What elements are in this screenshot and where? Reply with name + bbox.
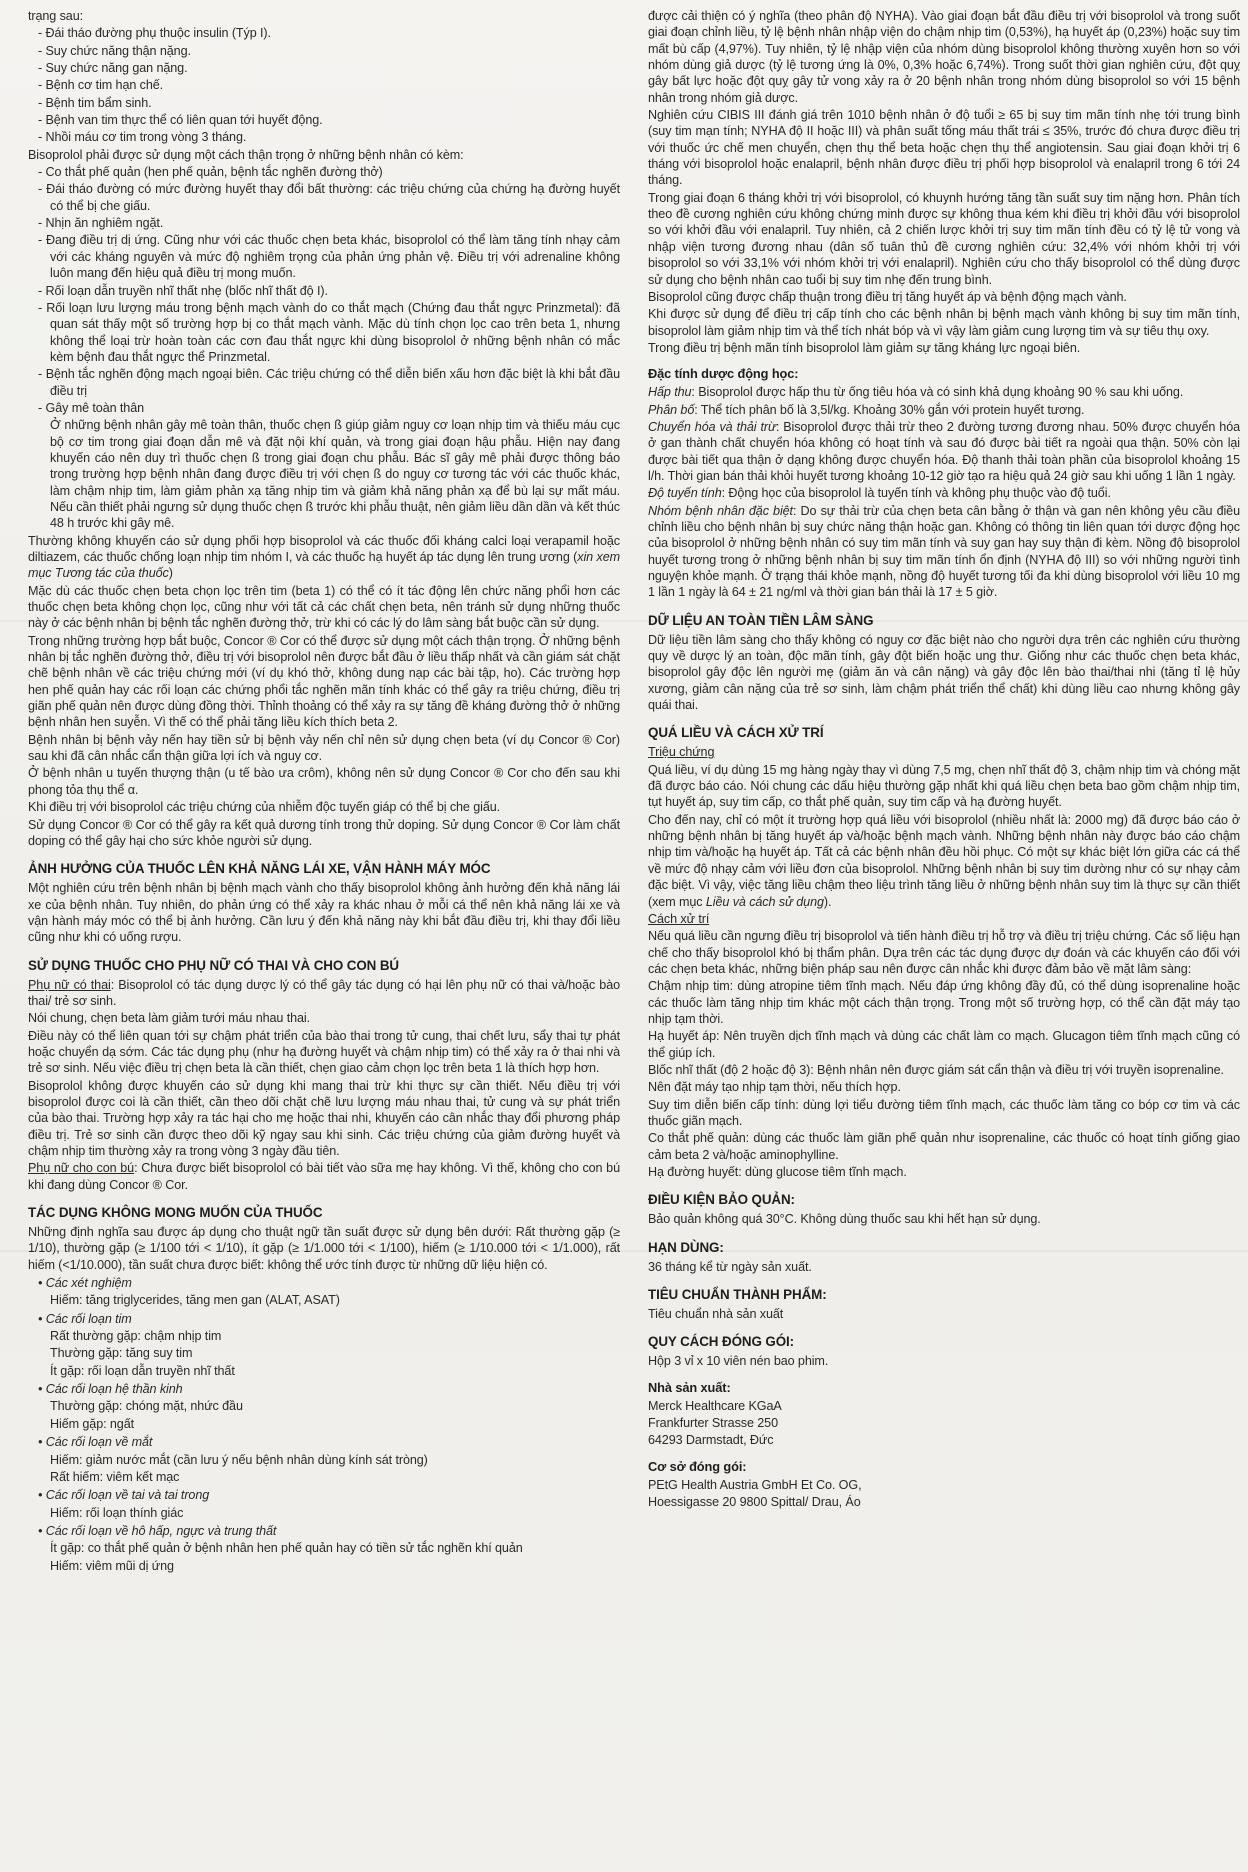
address-line: Merck Healthcare KGaA bbox=[648, 1398, 782, 1413]
paragraph: Khi được sử dụng để điều trị cấp tính cho các bệnh nhân bị bệnh mạch vành không bị suy tim mãn tính, bisoprolol làm giảm nhịp tim và thể tích nhát bóp và vì vậy làm giảm cung lượng tim và sự tiêu thụ oxy. bbox=[648, 307, 1240, 338]
address-line: PEtG Health Austria GmbH Et Co. OG, bbox=[648, 1477, 862, 1492]
left-column bbox=[28, 8, 620, 1864]
contraindication-item: - Đái tháo đường phụ thuộc insulin (Týp I). bbox=[28, 25, 620, 41]
paragraph: Bisoprolol cũng được chấp thuận trong điều trị tăng huyết áp và bệnh động mạch vành. bbox=[648, 289, 1127, 304]
paragraph: Sử dụng Concor ® Cor có thể gây ra kết quả dương tính trong thử doping. Sử dụng Concor ® Cor làm chất doping có thể gây hại cho sức khỏe người sử dụng. bbox=[28, 817, 620, 848]
paragraph: Thường không khuyến cáo sử dụng phối hợp bisoprolol và các thuốc đối kháng calci loại verapamil hoặc diltiazem, các thuốc chống loạn nhịp tim nhóm I, và các thuốc hạ huyết áp tác dụng lên trung ương (xin xem mục Tương tác của thuốc) bbox=[28, 533, 620, 581]
paragraph: Trong điều trị bệnh mãn tính bisoprolol làm giảm sự tăng kháng lực ngoại biên. bbox=[648, 340, 1081, 355]
paragraph: Hạ đường huyết: dùng glucose tiêm tĩnh mạch. bbox=[648, 1165, 907, 1179]
pk-paragraph: Nhóm bệnh nhân đặc biệt: Do sự thải trừ của chẹn beta cân bằng ở thận và gan nên không yêu cầu điều chỉnh liều cho bệnh nhân bị suy chức năng thận hoặc gan. Không có thông tin liên quan tới dược động học của bisoprolol ở những bệnh nhân có suy tim mãn tính và suy gan hay suy thận đi kèm. Nồng độ bisoprolol huyết tương trong ở những bệnh nhân bị suy tim mãn tính ổn định (NYHA độ III) so với những người tình nguyện khỏe mạnh. Ở trạng thái khỏe mạnh, nồng độ huyết tương tối đa khi dùng bisoprolol với liều 10 mg 1 lần 1 ngày là 64 ± 21 ng/ml và thời gian bán thải là 17 ± 5 giờ. bbox=[648, 503, 1240, 600]
paragraph: Mặc dù các thuốc chẹn beta chọn lọc trên tim (beta 1) có thể có ít tác động lên chức năng phổi hơn các thuốc chẹn beta không chọn lọc, cũng như với tất cả các chất chẹn beta, nên tránh sử dụng những thuốc này ở các bệnh nhân bị bệnh tắc nghẽn đường thở, trừ khi có các lý do lâm sàng bắt buộc cần sử dụng. bbox=[28, 583, 620, 631]
precaution-item: - Đái tháo đường có mức đường huyết thay đổi bất thường: các triệu chứng của chứng hạ đường huyết có thể bị che giấu. bbox=[28, 181, 620, 214]
ae-item: Hiếm: giảm nước mắt (cần lưu ý nếu bệnh nhân dùng kính sát tròng) bbox=[50, 1452, 428, 1467]
pk-paragraph: Chuyển hóa và thải trừ: Bisoprolol được thải trừ theo 2 đường tương đương nhau. 50% được chuyển hóa ở gan thành chất chuyển hóa không có hoạt tính và sau đó được bài tiết ra ngoài qua thận. 50% còn lại được bài tiết qua thận ở dạng không được chuyển hóa. Độ thanh thải toàn phần của bisoprolol khoảng 15 l/h. Thời gian bán thải khỏi huyết tương khoảng 10-12 giờ tạo ra hiệu quả 24 giờ sau khi uống 1 lần 1 ngày. bbox=[648, 419, 1240, 483]
paragraph: Nên đặt máy tạo nhịp tạm thời, nếu thích hợp. bbox=[648, 1080, 901, 1095]
paragraph: Ở những bệnh nhân gây mê toàn thân, thuốc chẹn ß giúp giảm nguy cơ loạn nhịp tim và thiếu máu cục bộ cơ tim trong giai đoạn dẫn mê và đặt nội khí quản, và trong giai đoạn hậu phẫu. Hiện nay đang khuyến cáo nên duy trì thuốc chẹn ß trong giai đoạn chu phẫu. Bác sĩ gây mê phải được thông báo trong trường hợp bệnh nhân đang được điều trị với chẹn ß do nguy cơ tương tác với các thuốc khác, làm chậm nhịp tim, làm giảm phản xạ tăng nhịp tim và giảm khả năng phản xạ để bù lại sự mất máu. Nếu cần thiết phải ngưng sử dụng thuốc chẹn ß trước khi phẫu thuật, nên giảm liều dần dần và kết thúc 48 h trước khi gây mê. bbox=[50, 418, 620, 531]
section-heading-packager: Cơ sở đóng gói: bbox=[648, 1458, 747, 1474]
cross-reference: xin xem mục Tương tác của thuốc bbox=[28, 550, 620, 581]
paragraph: Bảo quản không quá 30°C. Không dùng thuốc sau khi hết hạn sử dụng. bbox=[648, 1212, 1041, 1227]
subheading-breastfeeding: Phụ nữ cho con bú bbox=[28, 1161, 135, 1176]
ae-category: • Các rối loạn hệ thần kinh bbox=[28, 1381, 620, 1397]
address-line: 64293 Darmstadt, Đức bbox=[648, 1433, 774, 1448]
ae-category: • Các rối loạn về tai và tai trong bbox=[28, 1487, 620, 1503]
paragraph: Nói chung, chẹn beta làm giảm tưới máu nhau thai. bbox=[28, 1011, 311, 1026]
section-heading-standard: TIÊU CHUẨN THÀNH PHẨM: bbox=[648, 1287, 827, 1303]
ae-item: Hiếm gặp: ngất bbox=[50, 1416, 135, 1431]
paragraph: Chậm nhịp tim: dùng atropine tiêm tĩnh mạch. Nếu đáp ứng không đầy đủ, có thể dùng isoprenaline hoặc các thuốc làm tăng nhịp tim khác một cách thận trọng. Trong một số trường hợp, có thể cần đặt máy tạo nhịp tạm thời. bbox=[648, 979, 1240, 1026]
paragraph: Một nghiên cứu trên bệnh nhân bị bệnh mạch vành cho thấy bisoprolol không ảnh hưởng đến khả năng lái xe của bệnh nhân. Tuy nhiên, do phản ứng có thể xảy ra khác nhau ở mỗi cá thể nên khả năng lái xe và vận hành máy móc có thể bị ảnh hưởng. Cần lưu ý đến khả năng này khi bắt đầu điều trị, khi thay đổi liều cũng như khi có uống rượu. bbox=[28, 881, 620, 945]
paragraph: Hộp 3 vỉ x 10 viên nén bao phim. bbox=[648, 1354, 829, 1369]
pk-paragraph: Hấp thu: Bisoprolol được hấp thu từ ống tiêu hóa và có sinh khả dụng khoảng 90 % sau khi uống. bbox=[648, 385, 1184, 400]
precaution-item: - Gây mê toàn thân bbox=[28, 400, 620, 416]
paragraph: Nghiên cứu CIBIS III đánh giá trên 1010 bệnh nhân ở độ tuổi ≥ 65 bị suy tim mãn tính nhẹ tới trung bình (suy tim mạn tính; NYHA độ II hoặc III) và phân suất tống máu thất trái ≤ 35%, trước đó chưa được điều trị với thuốc ức chế men chuyển, chẹn thụ thể beta hoặc chẹn thụ thể angiotensin. Sau giai đoạn khởi trị 6 tháng với bisoprolol hoặc enalapril, bệnh nhân được điều trị phối hợp bisoprolol và enalapril trong 6 tới 24 tháng. bbox=[648, 108, 1240, 188]
paragraph: Trong những trường hợp bắt buộc, Concor ® Cor có thể được sử dụng một cách thận trọng. Ở những bệnh nhân bị tắc nghẽn đường thở, điều trị với bisoprolol nên được bắt đầu ở liều thấp nhất và cần giám sát chặt chẽ bệnh nhân về các triệu chứng mới (ví dụ khó thở, không dung nạp các bài tập, ho). Các trường hợp hen phế quản hay các rối loạn các chứng phổi tắc nghẽn mãn tính khác có thể gây ra triệu chứng, điều trị giãn phế quản nên được dùng đồng thời. Thỉnh thoảng có thể xảy ra sự tăng đề kháng đường thở ở những bệnh nhân hen suyễn. Vì thế có thể phải tăng liều kích thích beta 2. bbox=[28, 633, 620, 730]
contraindication-item: - Nhồi máu cơ tim trong vòng 3 tháng. bbox=[28, 129, 620, 145]
paragraph: trạng sau: bbox=[28, 9, 84, 23]
precaution-item: - Rối loạn lưu lượng máu trong bệnh mạch vành do co thắt mạch (Chứng đau thắt ngực Prinzmetal): đã quan sát thấy một số trường hợp bị co thắt mạch vành. Mặc dù tính chọn lọc cao trên beta 1, nhưng không thể loại trừ hoàn toàn các cơn đau thắt ngực khi dùng bisoprolol ở những bệnh nhân có mắc kèm bệnh đau thắt ngực thể Prinzmetal. bbox=[28, 300, 620, 365]
paragraph: Bệnh nhân bị bệnh vảy nến hay tiền sử bị bệnh vảy nến chỉ nên sử dụng chẹn beta (ví dụ Concor ® Cor) sau khi đã cân nhắc cẩn thận giữa lợi ích và nguy cơ. bbox=[28, 732, 620, 764]
subheading-symptoms: Triệu chứng bbox=[648, 745, 715, 760]
paragraph: Bisoprolol phải được sử dụng một cách thận trọng ở những bệnh nhân có kèm: bbox=[28, 147, 464, 162]
ae-item: Hiếm: tăng triglycerides, tăng men gan (ALAT, ASAT) bbox=[50, 1293, 340, 1308]
section-heading-adverse-effects: TÁC DỤNG KHÔNG MONG MUỐN CỦA THUỐC bbox=[28, 1205, 323, 1221]
ae-item: Ít gặp: co thắt phế quản ở bệnh nhân hen phế quản hay có tiền sử tắc nghẽn khí quản bbox=[50, 1541, 523, 1556]
paragraph: Điều này có thể liên quan tới sự chậm phát triển của bào thai trong tử cung, thai chết lưu, sẩy thai tự phát hoặc chuyển dạ sớm. Các tác dụng phụ (như hạ đường huyết và chậm nhịp tim) có thể xảy ra ở thai nhi và trẻ sơ sinh. Nếu việc điều trị chẹn beta là cần thiết, chẹn giao cảm chọn lọc trên beta 1 là thích hợp hơn. bbox=[28, 1028, 620, 1076]
ae-item: Rất thường gặp: chậm nhịp tim bbox=[50, 1329, 222, 1344]
paragraph: Nếu quá liều cần ngưng điều trị bisoprolol và tiến hành điều trị hỗ trợ và điều trị triệu chứng. Các số liệu hạn chế cho thấy bisoprolol khó bị thẩm phân. Dựa trên các tác dụng được dự đoán và các khuyến cáo đối với các chẹn beta khác, những biện pháp sau nên được cân nhắc khi được đảm bảo về mặt lâm sàng: bbox=[648, 929, 1240, 976]
precaution-item: - Bệnh tắc nghẽn động mạch ngoại biên. Các triệu chứng có thể diễn biến xấu hơn đặc biệt là khi bắt đầu điều trị bbox=[28, 366, 620, 399]
contraindication-item: - Bệnh tim bẩm sinh. bbox=[28, 95, 620, 111]
contraindication-item: - Suy chức năng thận nặng. bbox=[28, 43, 620, 59]
pk-term: Nhóm bệnh nhân đặc biệt bbox=[648, 503, 793, 518]
contraindication-item: - Suy chức năng gan nặng. bbox=[28, 60, 620, 76]
section-heading-driving: ẢNH HƯỞNG CỦA THUỐC LÊN KHẢ NĂNG LÁI XE, VẬN HÀNH MÁY MÓC bbox=[28, 861, 491, 877]
ae-item: Hiếm: rối loạn thính giác bbox=[50, 1505, 184, 1520]
paragraph: được cải thiện có ý nghĩa (theo phân độ NYHA). Vào giai đoạn bắt đầu điều trị với bisoprolol và trong suốt giai đoạn chỉnh liều, tỷ lệ bệnh nhân nhập viện do chậm nhịp tim (0,53%), hạ huyết áp (0,23%) hoặc suy tim mất bù cấp (4,97%). Tuy nhiên, tỷ lệ nhập viện của nhóm dùng bisoprolol không thường xuyên hơn so với nhóm dùng giả dược (tỷ lệ tương ứng là 0%, 0,3% hoặc 6,74%). Trong suốt thời gian nghiên cứu, đột quỵ gây bất lực hoặc đột quỵ gây tử vong xảy ra ở 20 bệnh nhân trong nhóm dùng bisoprolol so với 15 bệnh nhân trong nhóm giả dược. bbox=[648, 9, 1240, 105]
address-line: Frankfurter Strasse 250 bbox=[648, 1416, 778, 1431]
paragraph: Phụ nữ cho con bú: Chưa được biết bisoprolol có bài tiết vào sữa mẹ hay không. Vì thế, không cho con bú khi đang dùng Concor ® Cor. bbox=[28, 1161, 620, 1192]
ae-item: Ít gặp: rối loạn dẫn truyền nhĩ thất bbox=[50, 1363, 235, 1378]
cross-reference: Liều và cách sử dụng bbox=[705, 894, 824, 909]
paragraph: Quá liều, ví dụ dùng 15 mg hàng ngày thay vì dùng 7,5 mg, chẹn nhĩ thất độ 3, chậm nhịp tim và chóng mặt đã được báo cáo. Nói chung các dấu hiệu thường gặp nhất khi quá liều chẹn beta bao gồm chậm nhịp tim, tụt huyết áp, suy tim cấp, co thắt phế quản, suy tim cấp và hạ đường huyết. bbox=[648, 762, 1240, 810]
paragraph: Những định nghĩa sau được áp dụng cho thuật ngữ tần suất được sử dụng bên dưới: Rất thường gặp (≥ 1/10), thường gặp (≥ 1/100 tới < 1/10), ít gặp (≥ 1/1.000 tới < 1/100), hiếm (≥ 1/10.000 tới < 1/1.000), rất hiếm (<1/10.000), tần suất chưa được biết: không thể ước tính được từ những dữ liệu hiện có. bbox=[28, 1225, 620, 1272]
section-heading-pharmacokinetics: Đặc tính dược động học: bbox=[648, 366, 799, 382]
ae-item: Thường gặp: tăng suy tim bbox=[50, 1346, 193, 1361]
pk-paragraph: Phân bố: Thể tích phân bố là 3,5l/kg. Khoảng 30% gắn với protein huyết tương. bbox=[648, 402, 1085, 417]
pk-term: Hấp thu bbox=[648, 385, 692, 400]
paragraph: Tiêu chuẩn nhà sản xuất bbox=[648, 1307, 784, 1322]
address-line: Hoessigasse 20 9800 Spittal/ Drau, Áo bbox=[648, 1495, 861, 1510]
paragraph: Khi điều trị với bisoprolol các triệu chứng của nhiễm độc tuyến giáp có thể bị che giấu. bbox=[28, 800, 501, 815]
contraindication-item: - Bệnh van tim thực thể có liên quan tới huyết động. bbox=[28, 112, 620, 128]
pk-term: Độ tuyến tính bbox=[648, 486, 722, 501]
section-heading-shelf-life: HẠN DÙNG: bbox=[648, 1239, 724, 1255]
ae-item: Rất hiếm: viêm kết mạc bbox=[50, 1469, 180, 1484]
paragraph: Phụ nữ có thai: Bisoprolol có tác dụng dược lý có thể gây tác dụng có hại lên phụ nữ có thai và/hoặc bào thai/ trẻ sơ sinh. bbox=[28, 977, 620, 1008]
pk-term: Phân bố bbox=[648, 402, 695, 417]
paragraph: Co thắt phế quản: dùng các thuốc làm giãn phế quản như isoprenaline, các thuốc có hoạt tính giống giao cảm beta 2 và/hoặc aminophylline. bbox=[648, 1131, 1240, 1162]
section-heading-overdose: QUÁ LIỀU VÀ CÁCH XỬ TRÍ bbox=[648, 725, 824, 741]
subheading-pregnant: Phụ nữ có thai bbox=[28, 977, 111, 992]
ae-category: • Các rối loạn về hô hấp, ngực và trung thất bbox=[28, 1523, 620, 1539]
ae-category: • Các rối loạn tim bbox=[28, 1311, 620, 1327]
paragraph: Dữ liệu tiền lâm sàng cho thấy không có nguy cơ đặc biệt nào cho người dựa trên các nghiên cứu thường quy về dược lý an toàn, độc mãn tính, gây đột biến hoặc ung thư. Giống như các thuốc chẹn beta khác, bisoprolol gây độc lên người mẹ (giảm ăn và cân nặng) và gây độc lên bào thai/thai nhi (tăng tỉ lệ hủy xương, giảm cân nặng của trẻ sơ sinh, làm chậm phát triển thể chất) khi dùng liều cao nhưng không gây quái thai. bbox=[648, 632, 1240, 713]
ae-item: Thường gặp: chóng mặt, nhức đầu bbox=[50, 1399, 243, 1414]
paragraph: Cho đến nay, chỉ có một ít trường hợp quá liều với bisoprolol (nhiều nhất là: 2000 mg) đã được báo cáo ở những bệnh nhân bị tăng huyết áp và/hoặc bệnh mạch vành. Những bệnh nhân này được báo cáo chậm nhịp tim và/hoặc hạ huyết áp. Tất cả các bệnh nhân đều hồi phục. Có một sự khác biệt lớn giữa các cá thể về mức độ nhạy cảm với liều đơn của bisoprolol. Những bệnh nhân bị suy tim dường như có sự nhạy cảm đặc biệt. Vì vậy, việc tăng liều chậm theo liệu trình tăng liều ở những bệnh nhân suy tim là thực sự cần thiết (xem mục Liều và cách sử dụng). bbox=[648, 812, 1240, 909]
precaution-item: - Nhịn ăn nghiêm ngặt. bbox=[28, 215, 620, 231]
paragraph: Bisoprolol không được khuyến cáo sử dụng khi mang thai trừ khi thực sự cần thiết. Nếu điều trị với bisoprolol được coi là cần thiết, cần theo dõi chặt chẽ lưu lượng máu nhau thai, tử cung và sự phát triển của bào thai. Trường hợp xảy ra tác hại cho mẹ hoặc thai nhi, khuyến cáo cân nhắc thay đổi phương pháp điều trị. Trẻ sơ sinh cần được theo dõi kỹ ngay sau khi sinh. Các triệu chứng của giảm đường huyết và chậm nhịp tim thường xảy ra trong vòng 3 ngày đầu tiên. bbox=[28, 1078, 620, 1158]
contraindication-item: - Bệnh cơ tim hạn chế. bbox=[28, 77, 620, 93]
section-heading-storage: ĐIỀU KIỆN BẢO QUẢN: bbox=[648, 1192, 795, 1208]
paragraph: Suy tim diễn biến cấp tính: dùng lợi tiểu đường tiêm tĩnh mạch, các thuốc làm tăng co bóp cơ tim và các thuốc giãn mạch. bbox=[648, 1097, 1240, 1128]
section-heading-preclinical: DỮ LIỆU AN TOÀN TIỀN LÂM SÀNG bbox=[648, 612, 874, 628]
section-heading-packaging: QUY CÁCH ĐÓNG GÓI: bbox=[648, 1334, 795, 1350]
ae-category: • Các xét nghiệm bbox=[28, 1275, 620, 1291]
precaution-item: - Co thắt phế quản (hen phế quản, bệnh tắc nghẽn đường thở) bbox=[28, 164, 620, 180]
paragraph: Hạ huyết áp: Nên truyền dịch tĩnh mạch và dùng các chất làm co mạch. Glucagon tiêm tĩnh mạch cũng có thể giúp ích. bbox=[648, 1029, 1240, 1060]
paragraph: Trong giai đoạn 6 tháng khởi trị với bisoprolol, có khuynh hướng tăng tần suất suy tim nặng hơn. Phân tích theo đề cương nghiên cứu không chứng minh được sự không thua kém khi điều trị khởi đầu với bisoprolol so với khởi đầu với enalapril. Tuy nhiên, cả 2 chiến lược khởi trị suy tim mãn tính đều có tỷ lệ tử vong và nhập viện tương đương nhau (dân số tuân thủ đề cương nghiên cứu: 32,4% với nhóm khởi trị với bisoprolol so với 33,1% với nhóm khởi trị với enalapril). Nghiên cứu cho thấy bisoprolol có thể dùng được sử dụng cho bệnh nhân cao tuổi bị suy tim nhẹ đến trung bình. bbox=[648, 190, 1240, 287]
paragraph: 36 tháng kể từ ngày sản xuất. bbox=[648, 1259, 812, 1274]
section-heading-manufacturer: Nhà sản xuất: bbox=[648, 1379, 731, 1395]
pk-paragraph: Độ tuyến tính: Động học của bisoprolol là tuyến tính và không phụ thuộc vào độ tuổi. bbox=[648, 486, 1111, 501]
ae-item: Hiếm: viêm mũi dị ứng bbox=[50, 1558, 174, 1573]
precaution-item: - Đang điều trị dị ứng. Cũng như với các thuốc chẹn beta khác, bisoprolol có thể làm tăng tính nhạy cảm với các kháng nguyên và mức độ nghiêm trọng của phản ứng phản vệ. Điều trị với adrenaline không luôn mang đến hiệu quả điều trị mong muốn. bbox=[28, 232, 620, 281]
right-column bbox=[648, 8, 1240, 1864]
precaution-item: - Rối loạn dẫn truyền nhĩ thất nhẹ (blốc nhĩ thất độ I). bbox=[28, 283, 620, 299]
paragraph: Blốc nhĩ thất (độ 2 hoặc độ 3): Bệnh nhân nên được giám sát cẩn thận và điều trị với truyền isoprenaline. bbox=[648, 1062, 1224, 1077]
section-heading-pregnancy: SỬ DỤNG THUỐC CHO PHỤ NỮ CÓ THAI VÀ CHO CON BÚ bbox=[28, 957, 399, 973]
paragraph: Ở bệnh nhân u tuyến thượng thận (u tế bào ưa crôm), không nên sử dụng Concor ® Cor cho đến sau khi phong tỏa thụ thể α. bbox=[28, 766, 620, 797]
ae-category: • Các rối loạn về mắt bbox=[28, 1434, 620, 1450]
subheading-management: Cách xử trí bbox=[648, 911, 710, 926]
pk-term: Chuyển hóa và thải trừ bbox=[648, 419, 776, 434]
